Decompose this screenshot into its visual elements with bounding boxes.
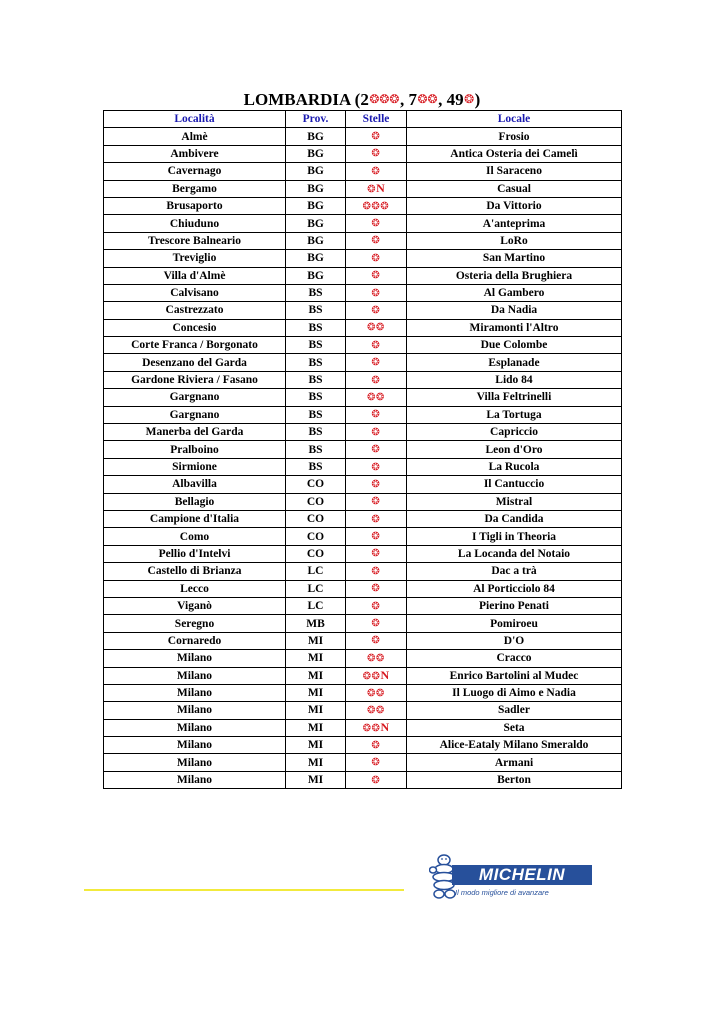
- table-body: [104, 128, 622, 789]
- cell-restaurant: A'anteprima: [407, 215, 622, 232]
- cell-location: Milano: [104, 719, 286, 736]
- cell-stars: [346, 250, 407, 267]
- cell-province: LC: [286, 563, 346, 580]
- cell-stars: [346, 180, 407, 197]
- table-row: [104, 615, 622, 632]
- table-header-row: [104, 111, 622, 128]
- cell-stars: [346, 510, 407, 527]
- michelin-star-icon: ❂: [371, 339, 381, 351]
- cell-province: MI: [286, 719, 346, 736]
- michelin-star-icon: ❂: [371, 757, 381, 769]
- title-region: LOMBARDIA: [243, 90, 351, 109]
- cell-restaurant: Al Gambero: [407, 284, 622, 301]
- cell-restaurant: Miramonti l'Altro: [407, 319, 622, 336]
- cell-province: BS: [286, 371, 346, 388]
- cell-location: Milano: [104, 771, 286, 788]
- table-row: [104, 719, 622, 736]
- michelin-star-icon: ❂: [371, 165, 381, 177]
- michelin-star-icon: ❂❂❂: [362, 200, 390, 212]
- header-stars: Stelle: [346, 111, 407, 128]
- cell-province: BG: [286, 163, 346, 180]
- cell-province: MB: [286, 615, 346, 632]
- michelin-star-icon: ❂: [371, 478, 381, 490]
- michelin-star-icon: ❂: [371, 583, 381, 595]
- table-row: [104, 215, 622, 232]
- cell-location: Pralboino: [104, 441, 286, 458]
- cell-location: Castello di Brianza: [104, 563, 286, 580]
- table-row: [104, 667, 622, 684]
- table-row: [104, 302, 622, 319]
- table-row: [104, 163, 622, 180]
- table-row: [104, 684, 622, 701]
- cell-province: BG: [286, 232, 346, 249]
- cell-province: LC: [286, 580, 346, 597]
- cell-stars: [346, 771, 407, 788]
- cell-restaurant: Cracco: [407, 650, 622, 667]
- cell-location: Milano: [104, 650, 286, 667]
- cell-province: BS: [286, 424, 346, 441]
- restaurant-table: [103, 110, 622, 789]
- michelin-star-icon: ❂: [371, 131, 381, 143]
- cell-province: BS: [286, 337, 346, 354]
- cell-restaurant: Berton: [407, 771, 622, 788]
- cell-location: Seregno: [104, 615, 286, 632]
- cell-location: Campione d'Italia: [104, 510, 286, 527]
- cell-restaurant: Al Porticciolo 84: [407, 580, 622, 597]
- new-badge: N: [380, 719, 390, 734]
- cell-location: Gargnano: [104, 406, 286, 423]
- table-row: [104, 476, 622, 493]
- cell-location: Brusaporto: [104, 197, 286, 214]
- table-row: [104, 458, 622, 475]
- table-row: [104, 771, 622, 788]
- cell-location: Gardone Riviera / Fasano: [104, 371, 286, 388]
- cell-restaurant: Antica Osteria dei Camelì: [407, 145, 622, 162]
- cell-location: Desenzano del Garda: [104, 354, 286, 371]
- cell-province: BG: [286, 250, 346, 267]
- michelin-star-icon: ❂: [371, 635, 381, 647]
- cell-location: Villa d'Almè: [104, 267, 286, 284]
- cell-location: Gargnano: [104, 389, 286, 406]
- cell-stars: [346, 389, 407, 406]
- cell-stars: [346, 719, 407, 736]
- cell-location: Lecco: [104, 580, 286, 597]
- cell-province: CO: [286, 493, 346, 510]
- cell-location: Viganò: [104, 597, 286, 614]
- cell-location: Manerba del Garda: [104, 424, 286, 441]
- cell-restaurant: I Tigli in Theoria: [407, 528, 622, 545]
- michelin-star-icon: ❂: [371, 496, 381, 508]
- cell-restaurant: San Martino: [407, 250, 622, 267]
- cell-restaurant: La Locanda del Notaio: [407, 545, 622, 562]
- cell-stars: [346, 702, 407, 719]
- cell-stars: [346, 528, 407, 545]
- michelin-star-icon: ❂: [371, 270, 381, 282]
- cell-province: CO: [286, 545, 346, 562]
- cell-restaurant: Frosio: [407, 128, 622, 145]
- title-sep: ,: [438, 90, 447, 109]
- cell-province: MI: [286, 667, 346, 684]
- cell-stars: [346, 615, 407, 632]
- cell-stars: [346, 545, 407, 562]
- cell-location: Milano: [104, 737, 286, 754]
- table-row: [104, 424, 622, 441]
- cell-province: BS: [286, 441, 346, 458]
- table-row: [104, 406, 622, 423]
- cell-location: Chiuduno: [104, 215, 286, 232]
- table-row: [104, 563, 622, 580]
- cell-restaurant: Enrico Bartolini al Mudec: [407, 667, 622, 684]
- michelin-star-icon: ❂: [371, 409, 381, 421]
- cell-location: Treviglio: [104, 250, 286, 267]
- cell-restaurant: Lido 84: [407, 371, 622, 388]
- cell-stars: [346, 337, 407, 354]
- cell-restaurant: D'O: [407, 632, 622, 649]
- title-close: ): [474, 90, 481, 109]
- michelin-star-icon: ❂: [371, 774, 381, 786]
- cell-location: Trescore Balneario: [104, 232, 286, 249]
- cell-stars: [346, 354, 407, 371]
- cell-restaurant: Mistral: [407, 493, 622, 510]
- cell-province: BG: [286, 197, 346, 214]
- cell-stars: [346, 458, 407, 475]
- new-badge: N: [376, 180, 385, 195]
- table-row: [104, 354, 622, 371]
- cell-province: BG: [286, 267, 346, 284]
- cell-stars: [346, 267, 407, 284]
- cell-restaurant: Il Luogo di Aimo e Nadia: [407, 684, 622, 701]
- cell-province: BS: [286, 354, 346, 371]
- cell-restaurant: LoRo: [407, 232, 622, 249]
- cell-stars: [346, 650, 407, 667]
- cell-stars: [346, 597, 407, 614]
- cell-province: BS: [286, 284, 346, 301]
- cell-location: Corte Franca / Borgonato: [104, 337, 286, 354]
- cell-restaurant: Sadler: [407, 702, 622, 719]
- cell-province: MI: [286, 771, 346, 788]
- cell-province: MI: [286, 684, 346, 701]
- cell-restaurant: Alice-Eataly Milano Smeraldo: [407, 737, 622, 754]
- cell-restaurant: Leon d'Oro: [407, 441, 622, 458]
- michelin-star-icon: ❂: [371, 304, 381, 316]
- table-row: [104, 197, 622, 214]
- title-count-2: 7: [408, 90, 417, 109]
- michelin-star-icon: ❂❂: [367, 322, 385, 334]
- title-count-3: 2: [360, 90, 369, 109]
- cell-restaurant: Casual: [407, 180, 622, 197]
- cell-location: Sirmione: [104, 458, 286, 475]
- two-star-icon: ❂❂: [417, 92, 438, 106]
- cell-stars: [346, 406, 407, 423]
- cell-restaurant: Osteria della Brughiera: [407, 267, 622, 284]
- cell-location: Bellagio: [104, 493, 286, 510]
- cell-stars: [346, 754, 407, 771]
- table-row: [104, 632, 622, 649]
- cell-stars: [346, 493, 407, 510]
- michelin-star-icon: ❂: [371, 218, 381, 230]
- michelin-star-icon: ❂❂: [367, 391, 385, 403]
- cell-stars: [346, 284, 407, 301]
- cell-restaurant: Pomiroeu: [407, 615, 622, 632]
- table-row: [104, 737, 622, 754]
- table-row: [104, 580, 622, 597]
- cell-restaurant: Capriccio: [407, 424, 622, 441]
- cell-location: Milano: [104, 667, 286, 684]
- cell-province: BS: [286, 406, 346, 423]
- cell-stars: [346, 476, 407, 493]
- cell-restaurant: Il Cantuccio: [407, 476, 622, 493]
- cell-location: Ambivere: [104, 145, 286, 162]
- table-row: [104, 702, 622, 719]
- michelin-star-icon: ❂: [371, 252, 381, 264]
- cell-restaurant: Da Nadia: [407, 302, 622, 319]
- michelin-star-icon: ❂: [371, 565, 381, 577]
- cell-stars: [346, 197, 407, 214]
- michelin-logo: [429, 853, 594, 903]
- cell-location: Pellio d'Intelvi: [104, 545, 286, 562]
- cell-location: Albavilla: [104, 476, 286, 493]
- michelin-star-icon: ❂❂: [367, 652, 385, 664]
- cell-location: Como: [104, 528, 286, 545]
- cell-province: BG: [286, 128, 346, 145]
- cell-province: BS: [286, 319, 346, 336]
- cell-stars: [346, 319, 407, 336]
- cell-location: Milano: [104, 754, 286, 771]
- cell-province: BG: [286, 180, 346, 197]
- michelin-star-icon: ❂: [367, 183, 377, 195]
- table-row: [104, 319, 622, 336]
- cell-restaurant: Da Candida: [407, 510, 622, 527]
- table-row: [104, 528, 622, 545]
- table-row: [104, 232, 622, 249]
- cell-province: LC: [286, 597, 346, 614]
- michelin-star-icon: ❂: [371, 287, 381, 299]
- footer-divider: [84, 889, 404, 891]
- cell-stars: [346, 215, 407, 232]
- table-row: [104, 250, 622, 267]
- michelin-star-icon: ❂: [371, 739, 381, 751]
- cell-restaurant: Pierino Penati: [407, 597, 622, 614]
- cell-province: MI: [286, 650, 346, 667]
- cell-stars: [346, 163, 407, 180]
- table-row: [104, 597, 622, 614]
- michelin-star-icon: ❂: [371, 426, 381, 438]
- table-row: [104, 650, 622, 667]
- cell-restaurant: La Tortuga: [407, 406, 622, 423]
- cell-location: Cornaredo: [104, 632, 286, 649]
- cell-province: BG: [286, 215, 346, 232]
- cell-province: CO: [286, 510, 346, 527]
- cell-restaurant: Due Colombe: [407, 337, 622, 354]
- michelin-star-icon: ❂: [371, 600, 381, 612]
- cell-province: BS: [286, 302, 346, 319]
- cell-location: Milano: [104, 684, 286, 701]
- cell-restaurant: Villa Feltrinelli: [407, 389, 622, 406]
- title-sep: ,: [399, 90, 409, 109]
- cell-restaurant: Da Vittorio: [407, 197, 622, 214]
- michelin-star-icon: ❂: [371, 513, 381, 525]
- table-row: [104, 754, 622, 771]
- cell-stars: [346, 667, 407, 684]
- cell-stars: [346, 145, 407, 162]
- cell-location: Concesio: [104, 319, 286, 336]
- cell-stars: [346, 302, 407, 319]
- cell-province: BS: [286, 458, 346, 475]
- cell-location: Cavernago: [104, 163, 286, 180]
- table-row: [104, 510, 622, 527]
- cell-stars: [346, 128, 407, 145]
- michelin-star-icon: ❂: [371, 618, 381, 630]
- table-row: [104, 267, 622, 284]
- cell-stars: [346, 441, 407, 458]
- title-count-1: 49: [446, 90, 464, 109]
- table-row: [104, 337, 622, 354]
- michelin-star-icon: ❂❂: [367, 687, 385, 699]
- cell-stars: [346, 563, 407, 580]
- cell-province: MI: [286, 754, 346, 771]
- three-star-icon: ❂❂❂: [369, 92, 400, 106]
- title-open: (: [350, 90, 361, 109]
- michelin-star-icon: ❂: [371, 148, 381, 160]
- cell-province: MI: [286, 632, 346, 649]
- header-restaurant: Locale: [407, 111, 622, 128]
- cell-location: Castrezzato: [104, 302, 286, 319]
- table-row: [104, 180, 622, 197]
- cell-stars: [346, 684, 407, 701]
- michelin-wordmark: MICHELIN: [452, 865, 592, 885]
- cell-province: MI: [286, 737, 346, 754]
- cell-restaurant: Seta: [407, 719, 622, 736]
- table-row: [104, 441, 622, 458]
- michelin-star-icon: ❂❂: [362, 670, 381, 682]
- cell-province: BG: [286, 145, 346, 162]
- cell-province: MI: [286, 702, 346, 719]
- page-title: [0, 89, 724, 110]
- cell-stars: [346, 580, 407, 597]
- table-row: [104, 284, 622, 301]
- cell-location: Almè: [104, 128, 286, 145]
- michelin-star-icon: ❂: [371, 461, 381, 473]
- michelin-star-icon: ❂: [371, 548, 381, 560]
- cell-location: Milano: [104, 702, 286, 719]
- cell-stars: [346, 232, 407, 249]
- cell-restaurant: La Rucola: [407, 458, 622, 475]
- michelin-star-icon: ❂❂: [362, 722, 381, 734]
- header-province: Prov.: [286, 111, 346, 128]
- cell-restaurant: Dac a trà: [407, 563, 622, 580]
- cell-restaurant: Esplanade: [407, 354, 622, 371]
- cell-stars: [346, 737, 407, 754]
- cell-stars: [346, 632, 407, 649]
- table-row: [104, 145, 622, 162]
- cell-restaurant: Armani: [407, 754, 622, 771]
- cell-location: Calvisano: [104, 284, 286, 301]
- cell-restaurant: Il Saraceno: [407, 163, 622, 180]
- table-row: [104, 493, 622, 510]
- michelin-star-icon: ❂: [371, 444, 381, 456]
- michelin-star-icon: ❂: [371, 235, 381, 247]
- cell-province: CO: [286, 476, 346, 493]
- table-row: [104, 371, 622, 388]
- michelin-star-icon: ❂: [371, 357, 381, 369]
- cell-stars: [346, 424, 407, 441]
- cell-stars: [346, 371, 407, 388]
- table-row: [104, 128, 622, 145]
- michelin-tagline: Il modo migliore di avanzare: [455, 888, 549, 897]
- cell-province: CO: [286, 528, 346, 545]
- michelin-star-icon: ❂: [371, 531, 381, 543]
- one-star-icon: ❂: [464, 92, 475, 106]
- michelin-star-icon: ❂: [371, 374, 381, 386]
- table-row: [104, 545, 622, 562]
- cell-location: Bergamo: [104, 180, 286, 197]
- cell-province: BS: [286, 389, 346, 406]
- michelin-star-icon: ❂❂: [367, 704, 385, 716]
- table-row: [104, 389, 622, 406]
- new-badge: N: [380, 667, 390, 682]
- header-location: Località: [104, 111, 286, 128]
